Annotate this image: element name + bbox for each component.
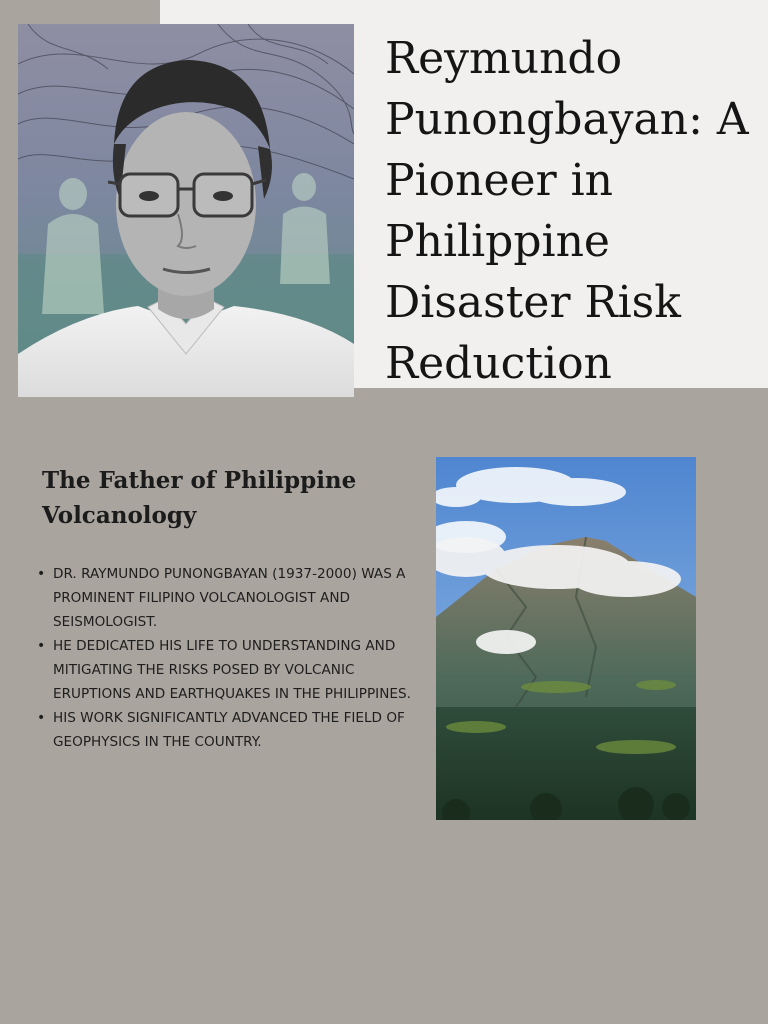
list-item [35,706,417,754]
bullet-text: HIS WORK SIGNIFICANTLY ADVANCED THE FIELD OF GEOPHYSICS IN THE COUNTRY. [53,710,405,750]
section-heading: The Father of Philippine Volcanology [42,467,357,529]
volcano-photo [436,457,696,820]
bullet-icon: • [37,638,46,654]
bullet-icon: • [37,710,46,726]
bullet-text: HE DEDICATED HIS LIFE TO UNDERSTANDING AND MITIGATING THE RISKS POSED BY VOLCANIC ERUPTIONS AND EARTHQUAKES IN THE PHILIPPINES. [53,638,411,702]
list-item [35,634,417,706]
bullet-text: DR. RAYMUNDO PUNONGBAYAN (1937-2000) WAS A PROMINENT FILIPINO VOLCANOLOGIST AND SEISMOLOGIST. [53,566,406,630]
page-title: Reymundo Punongbayan: A Pioneer in Philippine Disaster Risk Reduction [385,33,749,389]
list-item [35,562,417,634]
bullet-list [35,562,417,754]
portrait-photo [18,24,354,397]
bullet-icon: • [37,566,46,582]
